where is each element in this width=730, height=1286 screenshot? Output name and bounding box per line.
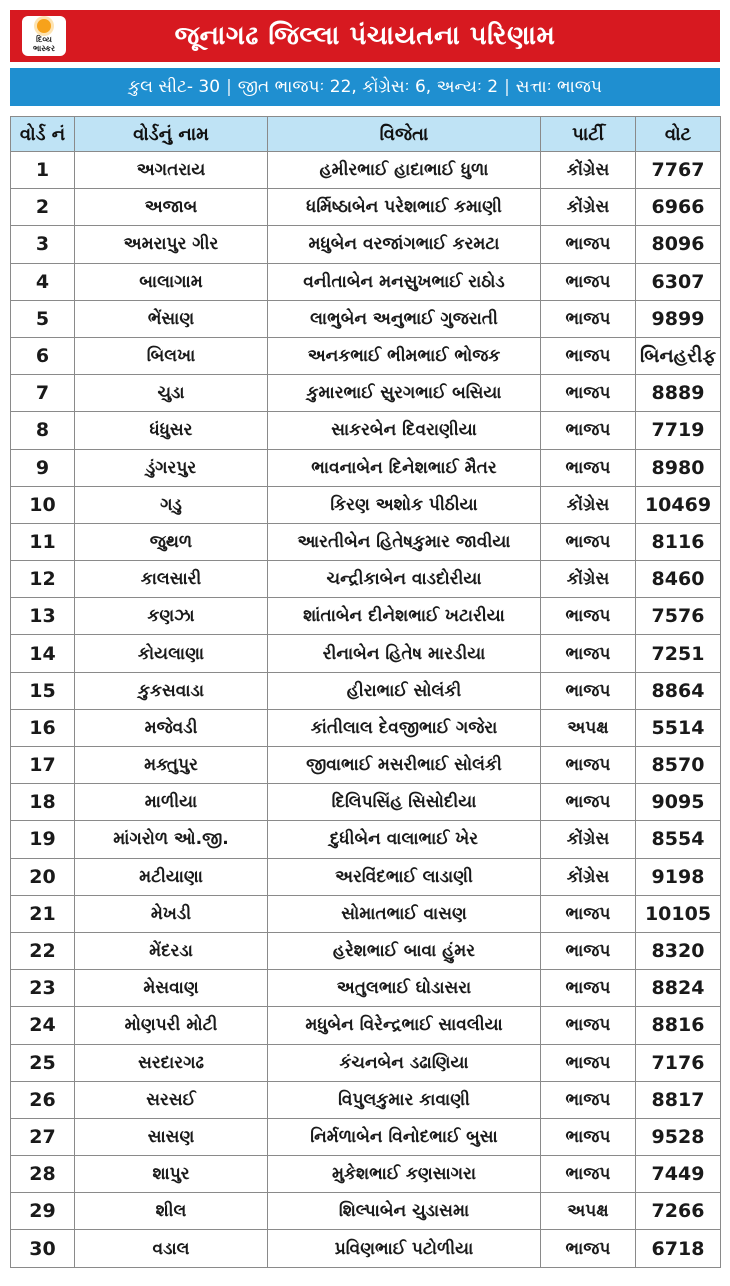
summary-total-seats: કુલ સીટ- 30 (128, 77, 221, 97)
ward-name-cell: મેખડી (75, 895, 268, 932)
sun-icon (37, 19, 51, 33)
votes-cell: 7767 (636, 152, 721, 189)
winner-cell: શિલ્પાબેન ચુડાસમા (268, 1193, 541, 1230)
col-header-winner: વિજેતા (268, 117, 541, 152)
ward-number-cell: 16 (11, 709, 75, 746)
summary-separator: | (226, 77, 232, 97)
ward-number-cell: 12 (11, 561, 75, 598)
ward-name-cell: ચુડા (75, 375, 268, 412)
party-cell: ભાજપ (541, 895, 636, 932)
divya-bhaskar-logo (22, 16, 66, 56)
ward-number-cell: 17 (11, 747, 75, 784)
party-cell: કોંગ્રેસ (541, 858, 636, 895)
party-cell: ભાજપ (541, 672, 636, 709)
winner-cell: સોમાતભાઈ વાસણ (268, 895, 541, 932)
title-bar (10, 10, 720, 62)
party-cell: કોંગ્રેસ (541, 821, 636, 858)
winner-cell: વનીતાબેન મનસુખભાઈ રાઠોડ (268, 263, 541, 300)
party-cell: કોંગ્રેસ (541, 189, 636, 226)
party-cell: ભાજપ (541, 635, 636, 672)
votes-cell: 7449 (636, 1156, 721, 1193)
ward-name-cell: સાસણ (75, 1118, 268, 1155)
table-row (11, 412, 721, 449)
summary-party-wins: જીત ભાજપઃ 22, કોંગ્રેસઃ 6, અન્યઃ 2 (237, 77, 499, 97)
party-cell: ભાજપ (541, 970, 636, 1007)
votes-cell: 8554 (636, 821, 721, 858)
ward-number-cell: 22 (11, 932, 75, 969)
party-cell: ભાજપ (541, 932, 636, 969)
winner-cell: લાભુબેન અનુભાઈ ગુજરાતી (268, 300, 541, 337)
ward-number-cell: 13 (11, 598, 75, 635)
table-row (11, 1118, 721, 1155)
party-cell: ભાજપ (541, 1156, 636, 1193)
votes-cell: 7251 (636, 635, 721, 672)
party-cell: ભાજપ (541, 523, 636, 560)
table-row (11, 189, 721, 226)
votes-cell: 8116 (636, 523, 721, 560)
winner-cell: રીનાબેન હિતેષ મારડીયા (268, 635, 541, 672)
winner-cell: અરવિંદભાઈ લાડાણી (268, 858, 541, 895)
party-cell: ભાજપ (541, 412, 636, 449)
ward-number-cell: 4 (11, 263, 75, 300)
summary-ruling-party: સત્તાઃ ભાજપ (515, 77, 602, 97)
votes-cell: 10105 (636, 895, 721, 932)
winner-cell: દિલિપસિંહ સિસોદીયા (268, 784, 541, 821)
table-row (11, 1230, 721, 1267)
votes-cell: 8889 (636, 375, 721, 412)
table-row (11, 375, 721, 412)
party-cell: ભાજપ (541, 375, 636, 412)
ward-name-cell: અજાબ (75, 189, 268, 226)
ward-number-cell: 9 (11, 449, 75, 486)
table-header-row (11, 117, 721, 152)
votes-cell: 8816 (636, 1007, 721, 1044)
ward-number-cell: 30 (11, 1230, 75, 1267)
votes-cell: 8460 (636, 561, 721, 598)
party-cell: ભાજપ (541, 1044, 636, 1081)
ward-name-cell: માળીયા (75, 784, 268, 821)
ward-name-cell: માંગરોળ ઓ.જી. (75, 821, 268, 858)
party-cell: કોંગ્રેસ (541, 561, 636, 598)
ward-number-cell: 27 (11, 1118, 75, 1155)
winner-cell: ધર્મિષ્ઠાબેન પરેશભાઈ કમાણી (268, 189, 541, 226)
table-row (11, 858, 721, 895)
logo-text-2: ભાસ્કર (32, 44, 56, 53)
table-row (11, 784, 721, 821)
ward-number-cell: 18 (11, 784, 75, 821)
ward-number-cell: 15 (11, 672, 75, 709)
ward-number-cell: 20 (11, 858, 75, 895)
votes-cell: 8320 (636, 932, 721, 969)
party-cell: ભાજપ (541, 337, 636, 374)
winner-cell: અનકભાઈ ભીમભાઈ ભોજક (268, 337, 541, 374)
results-table (10, 116, 721, 1268)
votes-cell: 9899 (636, 300, 721, 337)
table-row (11, 226, 721, 263)
party-cell: ભાજપ (541, 598, 636, 635)
votes-cell: 8096 (636, 226, 721, 263)
winner-cell: હમીરભાઈ હાદાભાઈ ધુળા (268, 152, 541, 189)
party-cell: ભાજપ (541, 1081, 636, 1118)
ward-number-cell: 25 (11, 1044, 75, 1081)
winner-cell: કિરણ અશોક પીઠીયા (268, 486, 541, 523)
ward-number-cell: 7 (11, 375, 75, 412)
table-row (11, 1156, 721, 1193)
winner-cell: શાંતાબેન દીનેશભાઈ ખટારીયા (268, 598, 541, 635)
table-row (11, 486, 721, 523)
page-title: જૂનાગઢ જિલ્લા પંચાયતના પરિણામ (174, 20, 556, 51)
winner-cell: નિર્મળાબેન વિનોદભાઈ બુસા (268, 1118, 541, 1155)
votes-cell: 9095 (636, 784, 721, 821)
summary-separator: | (504, 77, 510, 97)
ward-name-cell: કુકસવાડા (75, 672, 268, 709)
table-row (11, 635, 721, 672)
table-row (11, 263, 721, 300)
party-cell: કોંગ્રેસ (541, 486, 636, 523)
winner-cell: પ્રવિણભાઈ પટોળીયા (268, 1230, 541, 1267)
table-row (11, 970, 721, 1007)
winner-cell: અતુલભાઈ ઘોડાસરા (268, 970, 541, 1007)
summary-bar (10, 68, 720, 106)
votes-cell: 7576 (636, 598, 721, 635)
results-table-body (11, 152, 721, 1268)
votes-cell: 6307 (636, 263, 721, 300)
votes-cell: બિનહરીફ (636, 337, 721, 374)
ward-name-cell: વડાલ (75, 1230, 268, 1267)
ward-name-cell: સરદારગઢ (75, 1044, 268, 1081)
ward-number-cell: 26 (11, 1081, 75, 1118)
ward-name-cell: મક્તુપુર (75, 747, 268, 784)
winner-cell: હીરાભાઈ સોલંકી (268, 672, 541, 709)
winner-cell: જીવાભાઈ મસરીભાઈ સોલંકી (268, 747, 541, 784)
ward-name-cell: અગતરાય (75, 152, 268, 189)
votes-cell: 9528 (636, 1118, 721, 1155)
table-row (11, 747, 721, 784)
table-row (11, 1007, 721, 1044)
votes-cell: 8824 (636, 970, 721, 1007)
party-cell: ભાજપ (541, 1007, 636, 1044)
party-cell: અપક્ષ (541, 1193, 636, 1230)
winner-cell: ભાવનાબેન દિનેશભાઈ મૈતર (268, 449, 541, 486)
ward-name-cell: મટીયાણા (75, 858, 268, 895)
ward-number-cell: 23 (11, 970, 75, 1007)
ward-name-cell: કણઝા (75, 598, 268, 635)
table-row (11, 1193, 721, 1230)
table-row (11, 1044, 721, 1081)
winner-cell: આરતીબેન હિતેષકુમાર જાવીયા (268, 523, 541, 560)
ward-name-cell: શીલ (75, 1193, 268, 1230)
ward-name-cell: શાપુર (75, 1156, 268, 1193)
winner-cell: ચન્દ્રીકાબેન વાડદોરીયા (268, 561, 541, 598)
votes-cell: 8817 (636, 1081, 721, 1118)
col-header-votes: વોટ (636, 117, 721, 152)
party-cell: ભાજપ (541, 263, 636, 300)
col-header-ward-name: વોર્ડનું નામ (75, 117, 268, 152)
party-cell: ભાજપ (541, 226, 636, 263)
table-row (11, 300, 721, 337)
ward-number-cell: 14 (11, 635, 75, 672)
ward-number-cell: 1 (11, 152, 75, 189)
table-row (11, 709, 721, 746)
results-card (10, 10, 720, 1268)
table-row (11, 895, 721, 932)
ward-number-cell: 2 (11, 189, 75, 226)
ward-number-cell: 3 (11, 226, 75, 263)
party-cell: અપક્ષ (541, 709, 636, 746)
table-row (11, 932, 721, 969)
ward-name-cell: જુથળ (75, 523, 268, 560)
votes-cell: 6718 (636, 1230, 721, 1267)
ward-name-cell: મોણપરી મોટી (75, 1007, 268, 1044)
winner-cell: મધુબેન વરજાંગભાઈ કરમટા (268, 226, 541, 263)
ward-name-cell: ભેંસાણ (75, 300, 268, 337)
table-row (11, 598, 721, 635)
party-cell: ભાજપ (541, 747, 636, 784)
ward-name-cell: ડુંગરપુર (75, 449, 268, 486)
votes-cell: 7176 (636, 1044, 721, 1081)
ward-name-cell: ધંધુસર (75, 412, 268, 449)
ward-name-cell: ગડુ (75, 486, 268, 523)
ward-number-cell: 28 (11, 1156, 75, 1193)
table-row (11, 152, 721, 189)
ward-name-cell: મેંદરડા (75, 932, 268, 969)
logo-text-1: દિવ્ય (36, 35, 52, 44)
ward-name-cell: અમરાપુર ગીર (75, 226, 268, 263)
votes-cell: 8980 (636, 449, 721, 486)
votes-cell: 8570 (636, 747, 721, 784)
table-row (11, 672, 721, 709)
col-header-party: પાર્ટી (541, 117, 636, 152)
winner-cell: કંચનબેન ડઢાણિયા (268, 1044, 541, 1081)
party-cell: ભાજપ (541, 300, 636, 337)
ward-number-cell: 5 (11, 300, 75, 337)
table-row (11, 337, 721, 374)
votes-cell: 7266 (636, 1193, 721, 1230)
table-row (11, 449, 721, 486)
table-row (11, 523, 721, 560)
winner-cell: મુકેશભાઈ કણસાગરા (268, 1156, 541, 1193)
winner-cell: સાકરબેન દિવરાણીયા (268, 412, 541, 449)
ward-name-cell: કોયલાણા (75, 635, 268, 672)
table-row (11, 561, 721, 598)
winner-cell: દુધીબેન વાલાભાઈ ખેર (268, 821, 541, 858)
winner-cell: હરેશભાઈ બાવા હુંમર (268, 932, 541, 969)
party-cell: કોંગ્રેસ (541, 152, 636, 189)
ward-number-cell: 10 (11, 486, 75, 523)
votes-cell: 5514 (636, 709, 721, 746)
party-cell: ભાજપ (541, 1118, 636, 1155)
winner-cell: કાંતીલાલ દેવજીભાઈ ગજેરા (268, 709, 541, 746)
ward-number-cell: 8 (11, 412, 75, 449)
ward-number-cell: 21 (11, 895, 75, 932)
ward-number-cell: 11 (11, 523, 75, 560)
table-row (11, 821, 721, 858)
votes-cell: 6966 (636, 189, 721, 226)
ward-name-cell: મેસવાણ (75, 970, 268, 1007)
ward-number-cell: 29 (11, 1193, 75, 1230)
votes-cell: 8864 (636, 672, 721, 709)
winner-cell: વિપુલકુમાર કાવાણી (268, 1081, 541, 1118)
party-cell: ભાજપ (541, 784, 636, 821)
ward-name-cell: કાલસારી (75, 561, 268, 598)
ward-number-cell: 6 (11, 337, 75, 374)
votes-cell: 7719 (636, 412, 721, 449)
ward-number-cell: 19 (11, 821, 75, 858)
winner-cell: કુમારભાઈ સુરગભાઈ બસિયા (268, 375, 541, 412)
party-cell: ભાજપ (541, 1230, 636, 1267)
ward-name-cell: બાલાગામ (75, 263, 268, 300)
ward-number-cell: 24 (11, 1007, 75, 1044)
votes-cell: 10469 (636, 486, 721, 523)
col-header-ward-no: વોર્ડ નં (11, 117, 75, 152)
table-row (11, 1081, 721, 1118)
ward-name-cell: બિલખા (75, 337, 268, 374)
votes-cell: 9198 (636, 858, 721, 895)
ward-name-cell: સરસઈ (75, 1081, 268, 1118)
ward-name-cell: મજેવડી (75, 709, 268, 746)
party-cell: ભાજપ (541, 449, 636, 486)
winner-cell: મધુબેન વિરેન્દ્રભાઈ સાવલીયા (268, 1007, 541, 1044)
